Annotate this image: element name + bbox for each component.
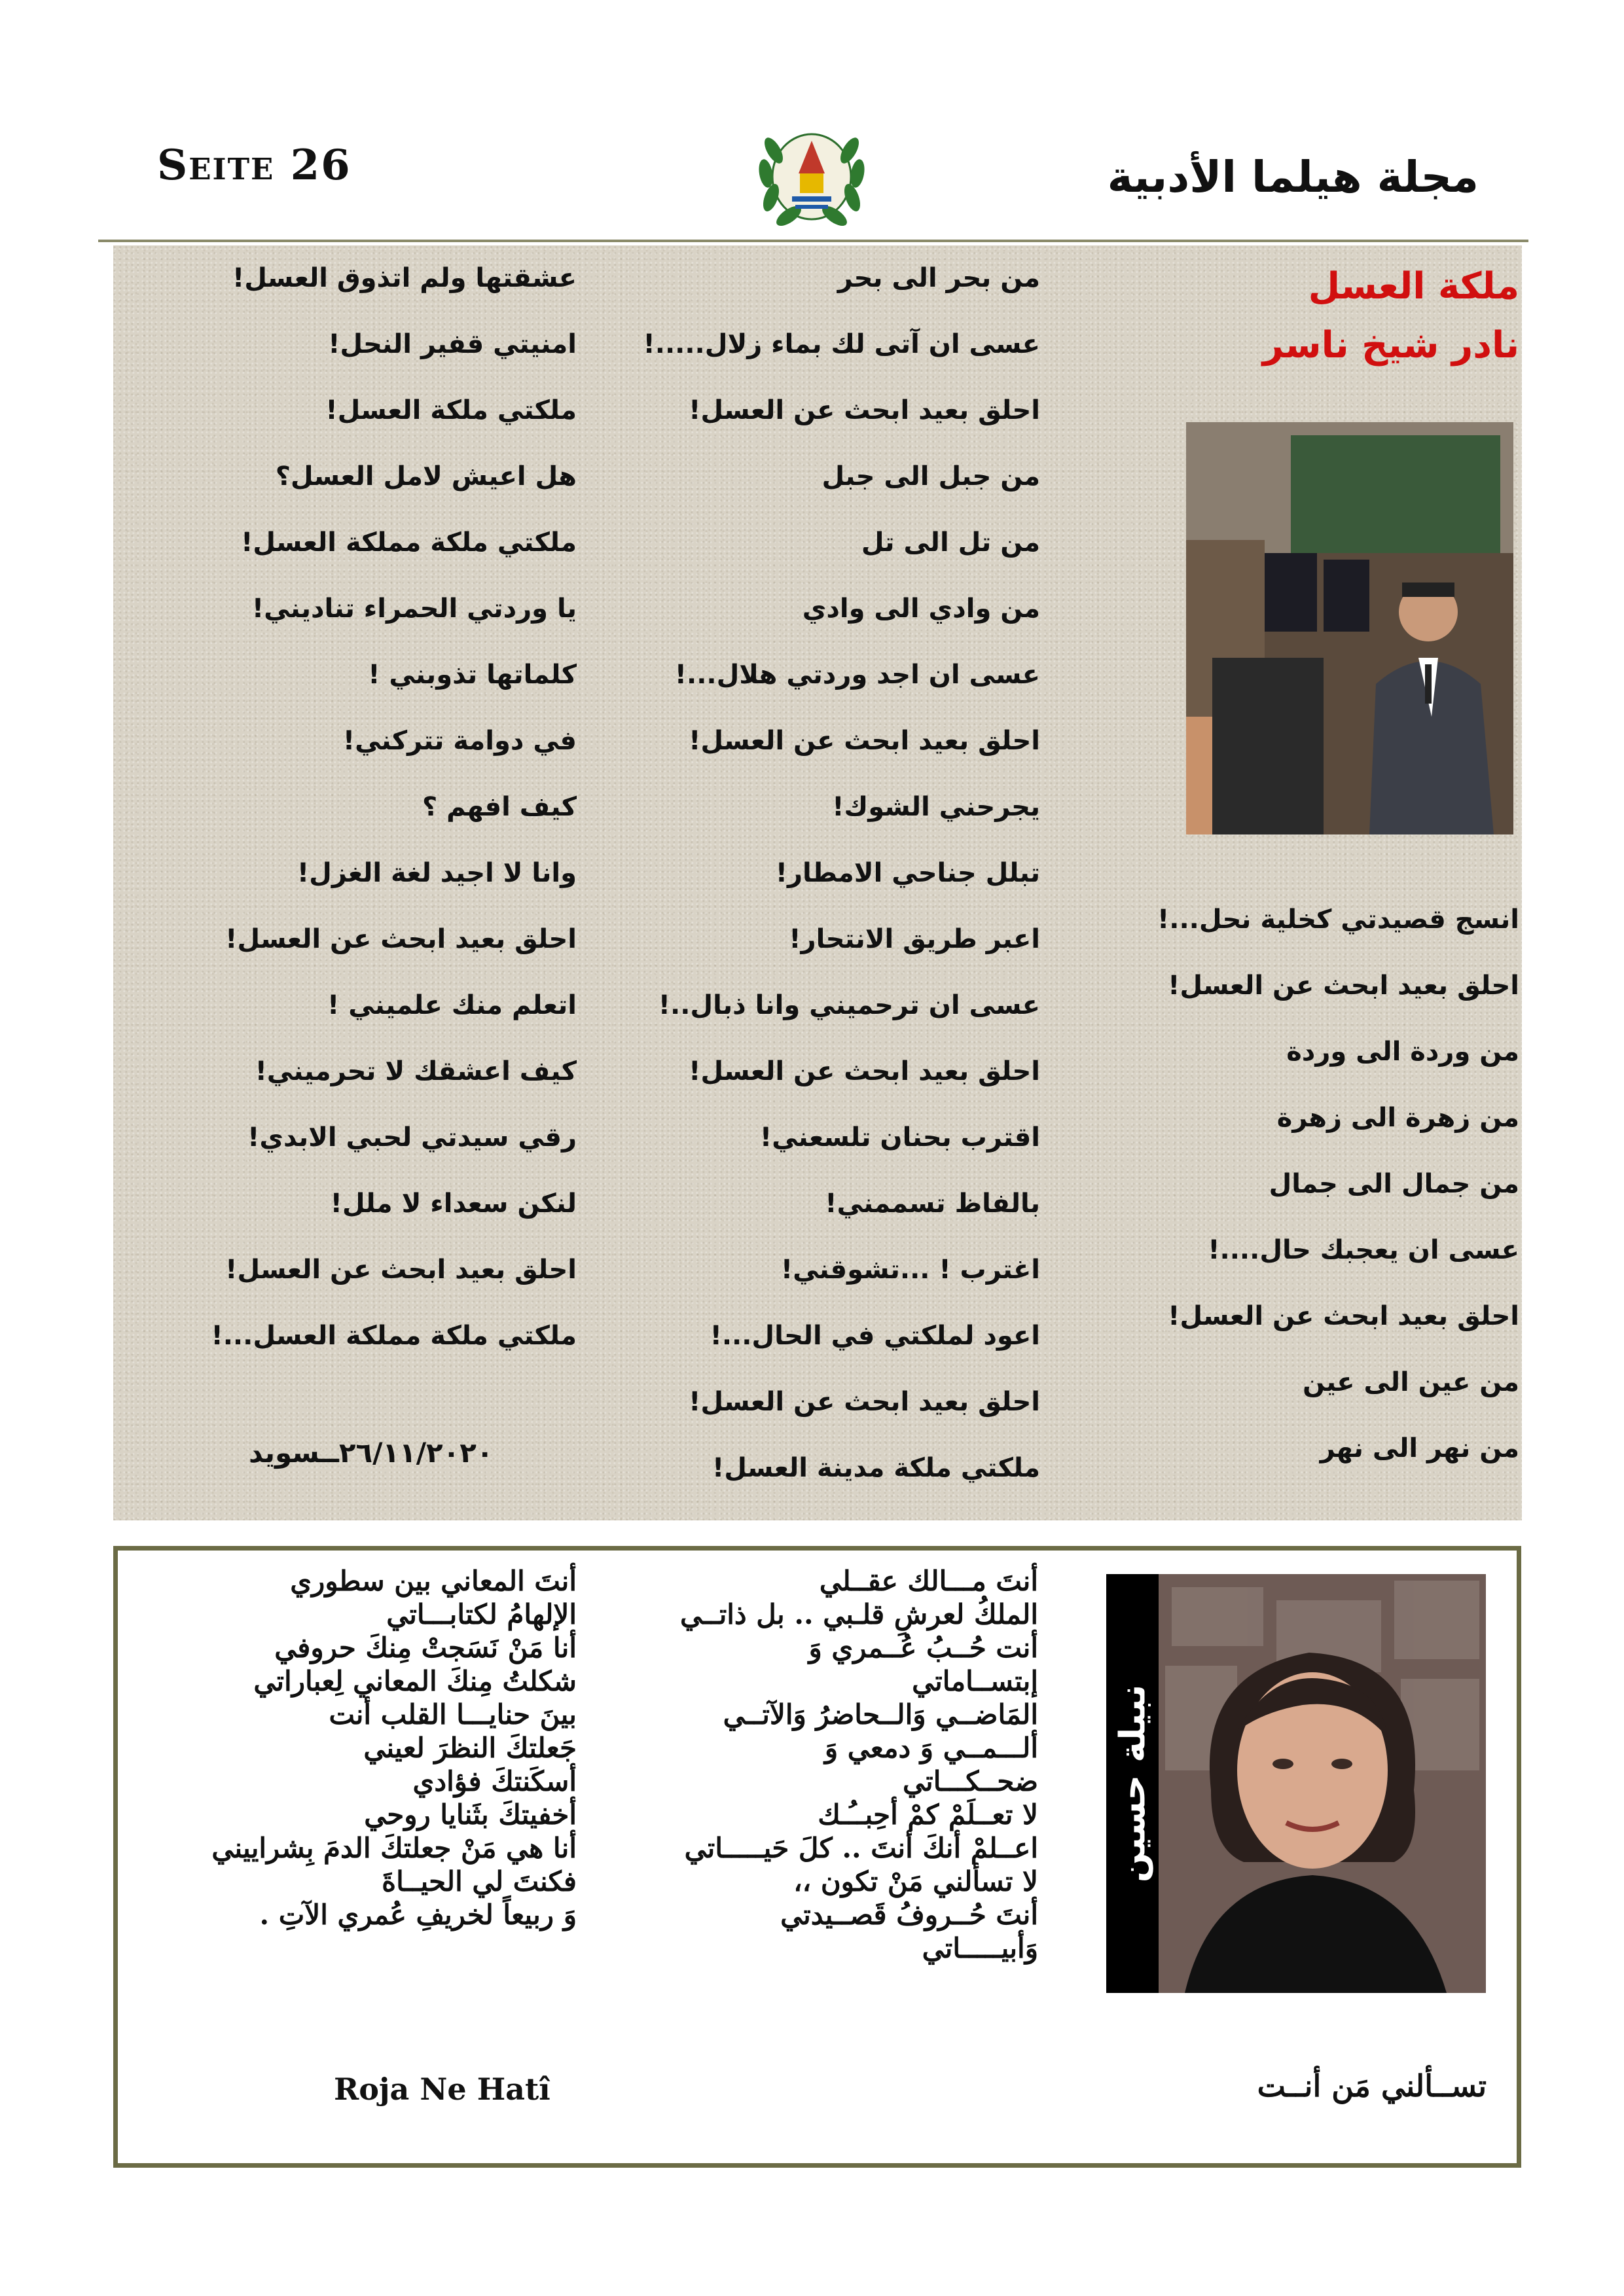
poem-line: احلق بعيد ابحث عن العسل! (1168, 1301, 1519, 1331)
poem2-title: تســألني مَن أنــت (1257, 2068, 1487, 2104)
poem-line: رقي سيدتي لحبي الابدي! (247, 1122, 577, 1153)
poem1-author: نادر شيخ ناسر (1262, 324, 1519, 367)
poem-line: بالفاظ تسممني! (825, 1189, 1040, 1219)
poem-line: هل اعيش لامل العسل؟ (275, 461, 577, 492)
poem-line: أنتَ المعاني بين سطوري (290, 1565, 577, 1597)
poem-line: كيف اعشقك لا تحرميني! (255, 1056, 577, 1086)
header-divider (98, 240, 1528, 242)
poem-line: أنت حُــبُ عُــمري وَ (808, 1632, 1038, 1664)
poem-line: من عين الى عين (1302, 1367, 1519, 1397)
poem-line: وَ ربيعاً لخريفِ عُمري الآتِ . (259, 1899, 577, 1931)
poem-line: احلق بعيد ابحث عن العسل! (1168, 971, 1519, 1001)
poem-line: فكنتَ لي الحيــاةَ (382, 1865, 577, 1897)
laurel-wreath-logo (740, 111, 884, 242)
poem-line: عشقتها ولم اتذوق العسل! (232, 263, 577, 293)
poem-line: يا وردتي الحمراء تناديني! (251, 594, 577, 624)
poem-line: اتعلم منك علميني ! (327, 990, 577, 1020)
poem2-column-right (680, 1564, 1038, 1965)
poem-line: من بحر الى بحر (837, 263, 1040, 293)
poem-line: اعود لملكتي في الحال...! (710, 1321, 1040, 1351)
poem-line: احلق بعيد ابحث عن العسل! (689, 1056, 1040, 1086)
poem-line: احلق بعيد ابحث عن العسل! (689, 1387, 1040, 1417)
poem-line: أنا مَنْ نَسَجتْ مِنكَ حروفي (274, 1632, 577, 1664)
poem-line: اعــلمْ أنكَ أنتَ .. كلَ حَيـــــاتي (684, 1832, 1038, 1864)
poem-line: من زهرة الى زهرة (1276, 1103, 1519, 1133)
poem-line: من نهر الى نهر (1320, 1433, 1519, 1463)
poem-line: انسج قصيدتي كخلية نحل...! (1157, 905, 1519, 935)
poem1-date: ٢٦/١١/٢٠٢٠ــسويد (249, 1437, 494, 1469)
poem-line: أنتَ مـــالك عقــلي (819, 1565, 1038, 1597)
poem-line: عسى ان يعجبك حال....! (1208, 1235, 1519, 1265)
poem-line: ملكتي ملكة العسل! (325, 395, 577, 425)
poem-line: ألـــمــي وَ دمعي وَ (824, 1732, 1038, 1764)
poem-line: تبلل جناحي الامطار! (775, 858, 1040, 888)
poem-line: اقترب بحنان تلسعني! (759, 1122, 1040, 1153)
poem-line: عسى ان آتى لك بماء زلال.....! (643, 329, 1040, 359)
poem-line: لنكن سعداء لا ملل! (330, 1189, 577, 1219)
poem-line: الإلهامُ لكتابـــاتي (386, 1598, 577, 1630)
poem2-author: نبيلة حسين (1111, 1684, 1153, 1883)
poem-line: عسى ان اجد وردتي هلال...! (674, 660, 1040, 690)
poem-line: من وردة الى وردة (1286, 1037, 1519, 1067)
poem-line: شكلتُ مِنكَ المعاني لِعباراتي (253, 1665, 577, 1697)
poem2-column-left (211, 1564, 577, 1931)
page-number: Seite 26 (157, 141, 352, 190)
poem-line: اغترب ! ...تشوقني! (780, 1255, 1040, 1285)
poem-line: جَعلتكَ النظرَ لعيني (363, 1732, 577, 1764)
poem-line: في دوامة تتركني! (342, 726, 577, 756)
poem-line: احلق بعيد ابحث عن العسل! (689, 395, 1040, 425)
poem-line: اعبر طريق الانتحار! (789, 924, 1040, 954)
poem-line: يجرحني الشوك! (832, 792, 1040, 822)
poem1-column-left (211, 245, 577, 1369)
poem-line: الملكُ لعرشِ قلـبي .. بل ذاتــي (679, 1598, 1038, 1630)
poem-line: وَأبيـــــاتي (922, 1932, 1038, 1964)
poem-line: من جمال الى جمال (1269, 1169, 1519, 1199)
poem-line: احلق بعيد ابحث عن العسل! (225, 1255, 577, 1285)
poem-line: ملكتي ملكة مدينة العسل! (712, 1453, 1040, 1483)
poem-line: ملكتي ملكة مملكة العسل...! (211, 1321, 577, 1351)
poem-line: بينَ حنايـــا القلب أنت (329, 1698, 577, 1731)
poem-line: أسكَنتكَ فؤادي (412, 1765, 577, 1797)
poem-line: ملكتي ملكة مملكة العسل! (241, 528, 577, 558)
poem-line: من وادي الى وادي (802, 594, 1040, 624)
poem-line: كيف افهم ؟ (422, 792, 577, 822)
author-photo (1106, 1574, 1486, 1993)
poem2-author-label (1106, 1574, 1159, 1993)
poem-line: احلق بعيد ابحث عن العسل! (225, 924, 577, 954)
poem-line: ضحــكـــاتي (903, 1765, 1038, 1797)
magazine-title: مجلة هيلما الأدبية (1107, 152, 1479, 202)
poem1-column-middle (643, 245, 1040, 1501)
poem-line: أنتَ حُــروفُ قَصــيدتي (780, 1899, 1038, 1931)
poem-line: احلق بعيد ابحث عن العسل! (689, 726, 1040, 756)
poem-line: من جبل الى جبل (821, 461, 1040, 492)
poem-line: المَاضــي وَالــحاضرُ وَالآتــي (723, 1698, 1038, 1731)
poem-line: أنا هي مَنْ جعلتكَ الدمَ بِشراييني (211, 1832, 577, 1864)
poem1-title: ملكة العسل (1308, 265, 1519, 308)
poem-line: امنيتي قفير النحل! (328, 329, 577, 359)
poem-line: من تل الى تل (861, 528, 1040, 558)
author-photo (1186, 422, 1513, 834)
poem-line: كلماتها تذوبني ! (368, 660, 577, 690)
poem-line: لا تسألني مَنْ تكون ،، (793, 1865, 1038, 1897)
poem-line: عسى ان ترحميني وانا ذبال..! (658, 990, 1040, 1020)
poem-line: إبتســاماتي (912, 1665, 1038, 1697)
poem-line: أخفيتكَ بثَنايا روحي (364, 1799, 577, 1831)
poem-line: وانا لا اجيد لغة الغزل! (297, 858, 577, 888)
poem-line: لا تعــلَمْ كمْ أحِبــُـك (818, 1799, 1038, 1831)
poem2-signature: Roja Ne Hatî (334, 2072, 550, 2107)
poem1-column-right (1157, 887, 1519, 1482)
